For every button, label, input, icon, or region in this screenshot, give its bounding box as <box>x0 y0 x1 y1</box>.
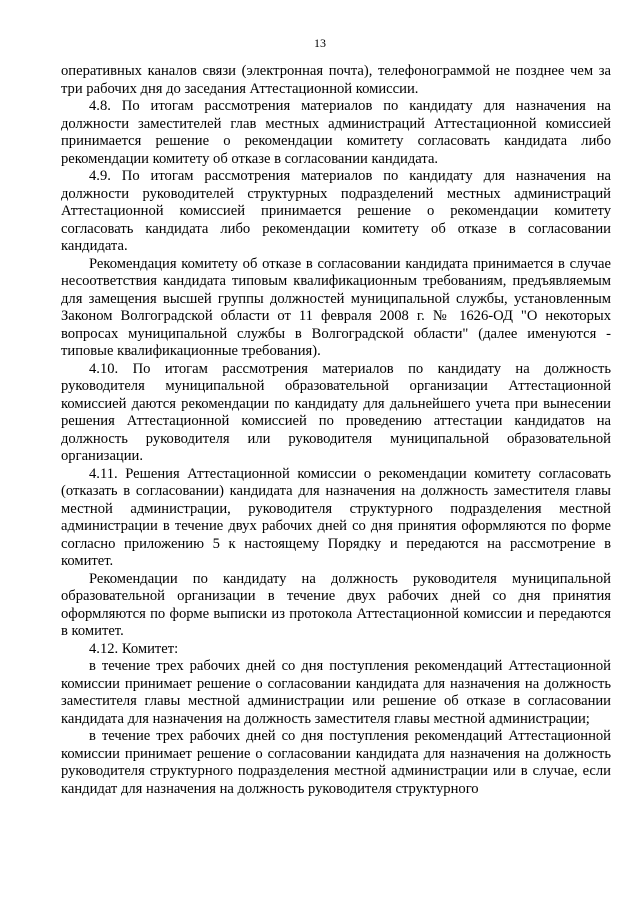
paragraph: 4.10. По итогам рассмотрения материалов по кандидату на должность руководителя муниципальной образовательной организации Аттестационной комиссией даются рекомендации по кандидату для дальнейшего учета при вынесении решения Аттестационной комиссией по проведению аттестации кандидатов на должность руководителя или руководителя муниципальной образовательной организации. <box>61 360 611 464</box>
document-body <box>61 63 611 798</box>
paragraph: оперативных каналов связи (электронная почта), телефонограммой не позднее чем за три рабочих дня до заседания Аттестационной комиссии. <box>61 63 611 97</box>
paragraph: в течение трех рабочих дней со дня поступления рекомендаций Аттестационной комиссии принимает решение о согласовании кандидата для назначения на должность руководителя структурного подразделения местной администрации или в случае, если кандидат для назначения на должность руководителя структурного <box>61 728 611 797</box>
paragraph: 4.12. Комитет: <box>89 640 179 657</box>
paragraph: Рекомендация комитету об отказе в согласовании кандидата принимается в случае несоответствия кандидата типовым квалификационным требованиям, предъявляемым для замещения высшей группы должностей муниципальной службы, установленным Законом Волгоградской области от 11 февраля 2008 г. № 1626-ОД "О некоторых вопросах муниципальной службы в Волгоградской области" (далее именуются - типовые квалификационные требования). <box>61 255 611 359</box>
paragraph: в течение трех рабочих дней со дня поступления рекомендаций Аттестационной комиссии принимает решение о согласовании кандидата для назначения на должность заместителя главы местной администрации или решение об отказе в согласовании кандидата для назначения на должность заместителя главы местной администрации; <box>61 658 611 727</box>
page-number: 13 <box>314 36 326 50</box>
paragraph: 4.11. Решения Аттестационной комиссии о рекомендации комитету согласовать (отказать в согласовании) кандидата для назначения на должность заместителя главы местной администрации, руководителя структурного подразделения местной администрации в течение двух рабочих дней со дня принятия оформляются по форме согласно приложению 5 к настоящему Порядку и передаются на рассмотрение в комитет. <box>61 465 611 569</box>
paragraph: Рекомендации по кандидату на должность руководителя муниципальной образовательной организации в течение двух рабочих дней со дня принятия оформляются по форме выписки из протокола Аттестационной комиссии и передаются в комитет. <box>61 570 611 639</box>
paragraph: 4.8. По итогам рассмотрения материалов по кандидату для назначения на должности заместителей глав местных администраций Аттестационной комиссией принимается решение о рекомендации комитету согласовать кандидата либо рекомендации комитету об отказе в согласовании кандидата. <box>61 98 611 167</box>
paragraph: 4.9. По итогам рассмотрения материалов по кандидату для назначения на должности руководителей структурных подразделений местных администраций Аттестационной комиссией принимается решение о рекомендации комитету согласовать кандидата либо рекомендации комитету об отказе в согласовании кандидата. <box>61 168 611 254</box>
